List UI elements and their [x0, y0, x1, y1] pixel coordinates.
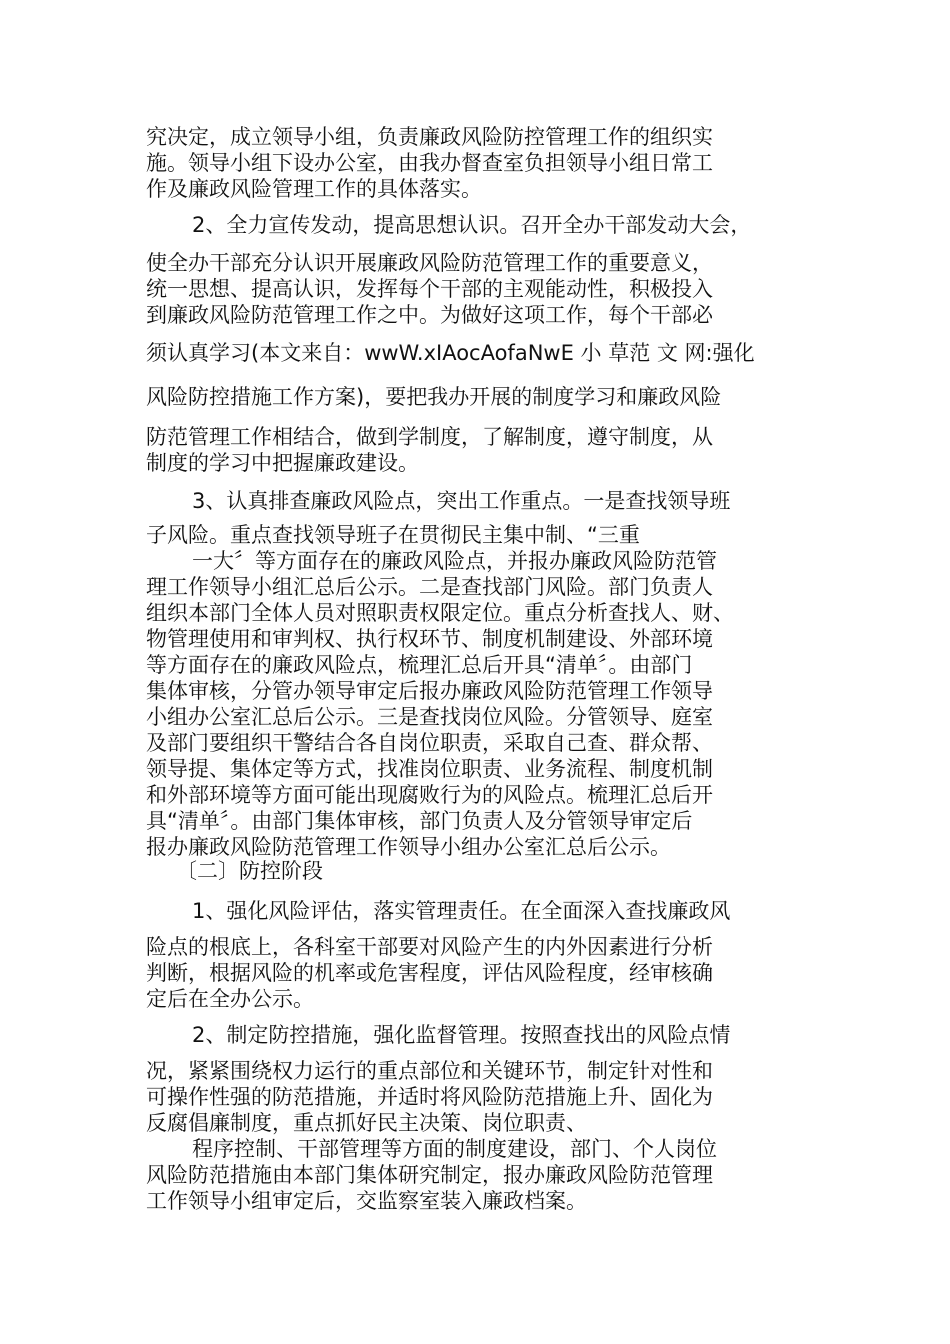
paragraph-start-line: 1、强化风险评估，落实管理责任。在全面深入查找廉政风: [192, 899, 731, 923]
text-line: 施。领导小组下设办公室，由我办督查室负担领导小组日常工: [146, 151, 713, 175]
text-line: 制度的学习中把握廉政建设。: [146, 451, 419, 475]
text-line: 领导提、集体定等方式，找准岗位职责、业务流程、制度机制: [146, 757, 713, 781]
text-line: 和外部环境等方面可能出现腐败行为的风险点。梳理汇总后开: [146, 783, 713, 807]
text-line: 使全办干部充分认识开展廉政风险防范管理工作的重要意义，: [146, 251, 713, 275]
text-line: 须认真学习(本文来自：wwW.xIAocAofaNwE 小 草范 文 网:强化: [146, 341, 755, 365]
text-line: 到廉政风险防范管理工作之中。为做好这项工作，每个干部必: [146, 303, 713, 327]
text-line: 报办廉政风险防范管理工作领导小组办公室汇总后公示。: [146, 835, 671, 859]
text-line: 程序控制、干部管理等方面的制度建设，部门、个人岗位: [192, 1137, 717, 1161]
text-line: 等方面存在的廉政风险点，梳理汇总后开具“清单〞。由部门: [146, 653, 693, 677]
text-line: 及部门要组织干警结合各自岗位职责，采取自己查、群众帮、: [146, 731, 713, 755]
text-line: 小组办公室汇总后公示。三是查找岗位风险。分管领导、庭室: [146, 705, 713, 729]
paragraph-start-line: 2、全力宣传发动，提高思想认识。召开全办干部发动大会，: [192, 213, 752, 237]
text-line: 理工作领导小组汇总后公示。二是查找部门风险。部门负责人: [146, 575, 713, 599]
text-line: 子风险。重点查找领导班子在贯彻民主集中制、“三重: [146, 523, 640, 547]
text-line: 判断，根据风险的机率或危害程度，评估风险程度，经审核确: [146, 961, 713, 985]
text-line: 反腐倡廉制度，重点抓好民主决策、岗位职责、: [146, 1111, 587, 1135]
text-line: 一大〞等方面存在的廉政风险点，并报办廉政风险防范管: [192, 549, 717, 573]
text-line: 险点的根底上，各科室干部要对风险产生的内外因素进行分析: [146, 935, 713, 959]
text-line: 可操作性强的防范措施，并适时将风险防范措施上升、固化为: [146, 1085, 713, 1109]
text-line: 定后在全办公示。: [146, 987, 314, 1011]
paragraph-start-line: 3、认真排查廉政风险点，突出工作重点。一是查找领导班: [192, 489, 731, 513]
text-line: 作及廉政风险管理工作的具体落实。: [146, 177, 482, 201]
text-line: 究决定，成立领导小组，负责廉政风险防控管理工作的组织实: [146, 125, 713, 149]
paragraph-start-line: 2、制定防控措施，强化监督管理。按照查找出的风险点情: [192, 1023, 731, 1047]
text-line: 风险防控措施工作方案)，要把我办开展的制度学习和廉政风险: [146, 385, 722, 409]
text-line: 集体审核，分管办领导审定后报办廉政风险防范管理工作领导: [146, 679, 713, 703]
text-line: 物管理使用和审判权、执行权环节、制度机制建设、外部环境: [146, 627, 713, 651]
text-line: 组织本部门全体人员对照职责权限定位。重点分析查找人、财、: [146, 601, 734, 625]
text-line: 况，紧紧围绕权力运行的重点部位和关键环节，制定针对性和: [146, 1059, 713, 1083]
text-line: 风险防范措施由本部门集体研究制定，报办廉政风险防范管理: [146, 1163, 713, 1187]
text-line: 工作领导小组审定后，交监察室装入廉政档案。: [146, 1189, 587, 1213]
section-heading: 〔二〕防控阶段: [176, 859, 323, 883]
text-line: 具“清单〞。由部门集体审核，部门负责人及分管领导审定后: [146, 809, 693, 833]
text-line: 防范管理工作相结合，做到学制度，了解制度，遵守制度，从: [146, 425, 713, 449]
text-line: 统一思想、提高认识，发挥每个干部的主观能动性，积极投入: [146, 277, 713, 301]
